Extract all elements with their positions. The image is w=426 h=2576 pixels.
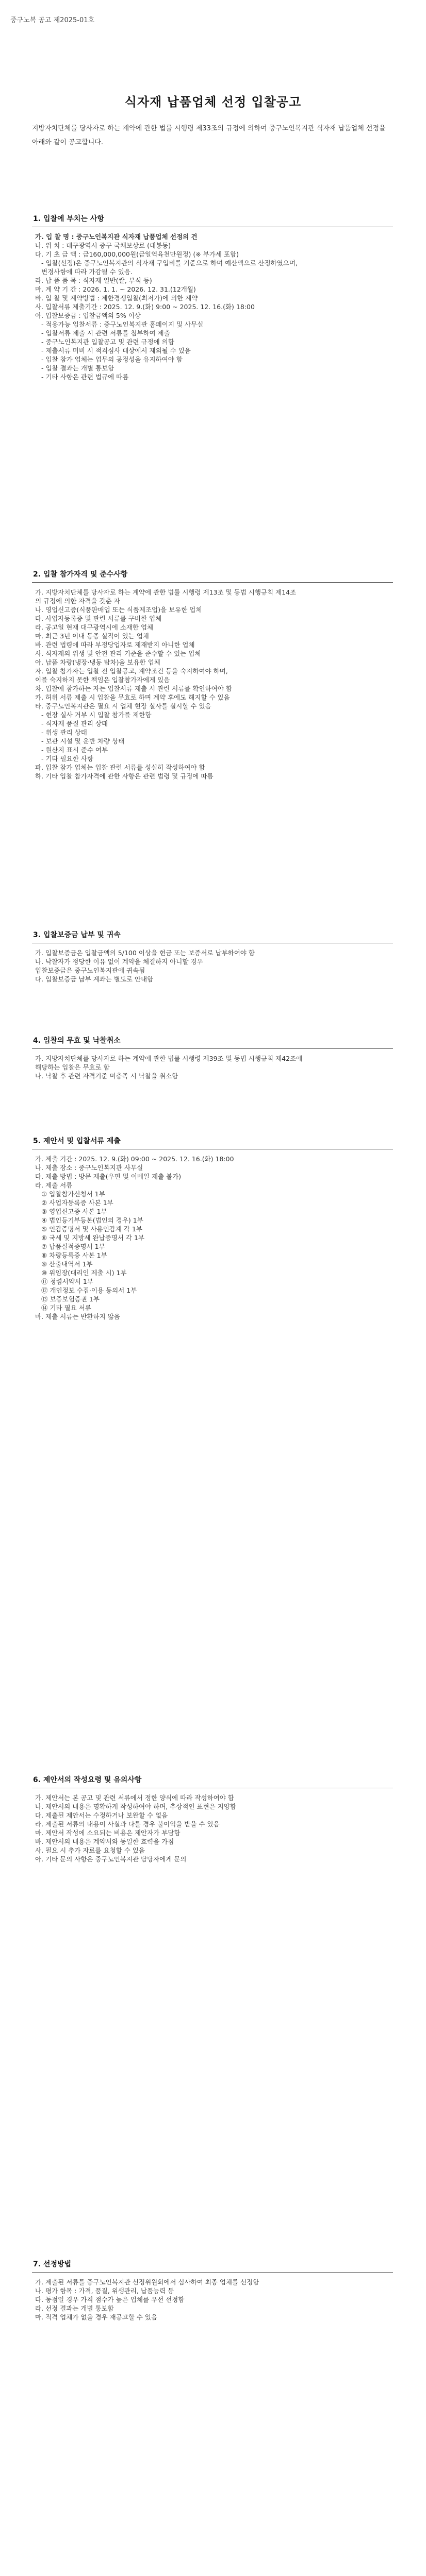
section-line: 나. 낙찰 후 관련 자격기준 미충족 시 낙찰을 취소함 — [35, 1072, 178, 1080]
section-line: - 중구노인복지관 입찰공고 및 관련 규정에 의함 — [41, 338, 174, 346]
section-line: - 보관 시설 및 운반 차량 상태 — [41, 737, 125, 745]
section-line: 파. 입찰 참가 업체는 입찰 관련 서류를 성실히 작성하여야 함 — [35, 764, 205, 771]
section-line: 마. 계 약 기 간 : 2026. 1. 1. ~ 2026. 12. 31.(12개월) — [35, 285, 196, 293]
section-line: 나. 위 치 : 대구광역시 중구 국채보상로 (대봉동) — [35, 242, 171, 249]
section-line: 라. 공고일 현재 대구광역시에 소재한 업체 — [35, 623, 154, 631]
section-4 — [32, 1033, 393, 1080]
section-line: 라. 선정 결과는 개별 통보함 — [35, 2304, 114, 2312]
section-line: 라. 납 품 품 목 : 식자재 일반(쌀, 부식 등) — [35, 277, 152, 284]
section-line: 나. 낙찰자가 정당한 이유 없이 계약을 체결하지 아니할 경우 — [35, 958, 203, 965]
section-line: 하. 기타 입찰 참가자격에 관한 사항은 관련 법령 및 규정에 따름 — [35, 772, 214, 780]
section-title: 4. 입찰의 무효 및 낙찰취소 — [33, 1037, 121, 1045]
section-line: 자. 입찰 참가자는 입찰 전 입찰공고, 계약조건 등을 숙지하여야 하며, — [35, 667, 228, 675]
section-line: 타. 중구노인복지관은 필요 시 업체 현장 실사를 실시할 수 있음 — [35, 702, 211, 710]
section-line: - 원산지 표시 준수 여부 — [41, 746, 108, 754]
section-line: 마. 적격 업체가 없을 경우 재공고할 수 있음 — [35, 2313, 158, 2321]
section-line: - 제출서류 미비 시 적격심사 대상에서 제외될 수 있음 — [41, 347, 191, 354]
section-line: - 입찰 참가 업체는 업무의 공정성을 유지하여야 함 — [41, 355, 183, 363]
section-line: ⑪ 청렴서약서 1부 — [41, 1278, 93, 1285]
section-line: 아. 입찰보증금 : 입찰금액의 5% 이상 — [35, 312, 141, 319]
section-line: - 기타 사항은 관련 법규에 따름 — [41, 373, 129, 381]
section-line: 가. 제출된 서류를 중구노인복지관 선정위원회에서 심사하여 최종 업체를 선정함 — [35, 2278, 259, 2286]
section-line: 다. 동점일 경우 가격 점수가 높은 업체를 우선 선정함 — [35, 2296, 185, 2303]
section-divider — [32, 2272, 393, 2273]
section-divider — [32, 1048, 393, 1049]
page-title: 식자재 납품업체 선정 입찰공고 — [124, 95, 302, 109]
section-line: - 입찰(선정)은 중구노인복지관의 식자재 구입비를 기준으로 하며 예산액으로 산정하였으며, — [41, 259, 298, 267]
section-line: ② 사업자등록증 사본 1부 — [41, 1199, 113, 1207]
section-line: 해당하는 입찰은 무효로 함 — [35, 1063, 110, 1071]
section-line: 가. 지방자치단체를 당사자로 하는 계약에 관한 법률 시행령 제39조 및 동법 시행규칙 제42조에 — [35, 1055, 303, 1062]
section-line: - 적용가능 입찰서류 : 중구노인복지관 홈페이지 및 사무실 — [41, 320, 204, 328]
section-line: 다. 제출된 제안서는 수정하거나 보완할 수 없음 — [35, 1811, 168, 1819]
section-line: 마. 제출 서류는 반환하지 않음 — [35, 1313, 120, 1320]
section-line: - 위생 관리 상태 — [41, 728, 87, 736]
section-3 — [32, 927, 393, 984]
section-5 — [32, 1133, 393, 1321]
section-line: ④ 법인등기부등본(법인의 경우) 1부 — [41, 1216, 143, 1224]
section-1 — [32, 211, 393, 381]
section-line: - 입찰 결과는 개별 통보함 — [41, 364, 114, 372]
section-line: 마. 최근 3년 이내 동종 실적이 있는 업체 — [35, 632, 149, 640]
section-title: 1. 입찰에 부치는 사항 — [33, 215, 104, 223]
section-line: ⑩ 위임장(대리인 제출 시) 1부 — [41, 1269, 127, 1277]
section-line: 아. 납품 차량(냉장·냉동 탑차)을 보유한 업체 — [35, 658, 160, 666]
section-line: 다. 입찰보증금 납부 계좌는 별도로 안내함 — [35, 975, 154, 983]
section-line: 바. 입 찰 및 계약방법 : 제한경쟁입찰(최저가)에 의한 계약 — [35, 294, 198, 302]
section-line: 나. 평가 항목 : 가격, 품질, 위생관리, 납품능력 등 — [35, 2287, 174, 2295]
section-title: 6. 제안서의 작성요령 및 유의사항 — [33, 1776, 142, 1784]
section-line: - 기타 필요한 사항 — [41, 755, 93, 762]
notice-number: 중구노복 공고 제2025-01호 — [10, 16, 95, 24]
section-line: 가. 제안서는 본 공고 및 관련 서류에서 정한 양식에 따라 작성하여야 함 — [35, 1794, 234, 1802]
section-line: 나. 제출 장소 : 중구노인복지관 사무실 — [35, 1164, 143, 1172]
section-line: ⑤ 인감증명서 및 사용인감계 각 1부 — [41, 1225, 143, 1233]
section-line: 의 규정에 의한 자격을 갖춘 자 — [35, 597, 120, 605]
section-line: 사. 식자재의 위생 및 안전 관리 기준을 준수할 수 있는 업체 — [35, 650, 201, 657]
section-line: - 입찰서류 제출 시 관련 서류를 첨부하여 제출 — [41, 329, 170, 337]
intro-paragraph: 지방자치단체를 당사자로 하는 계약에 관한 법률 시행령 제33조의 규정에 의하여 중구노인복지관 식자재 납품업체 선정을 아래와 같이 공고합니다. — [32, 125, 386, 146]
section-line: 마. 제안서 작성에 소요되는 비용은 제안자가 부담함 — [35, 1829, 181, 1837]
section-line: - 식자재 품질 관리 상태 — [41, 720, 108, 727]
section-title: 2. 입찰 참가자격 및 준수사항 — [33, 570, 128, 579]
section-line: 입찰보증금은 중구노인복지관에 귀속됨 — [35, 967, 145, 974]
section-line: 사. 입찰서류 제출기간 : 2025. 12. 9.(화) 9:00 ~ 2025. 12. 16.(화) 18:00 — [35, 303, 255, 311]
section-6 — [32, 1772, 393, 1863]
section-line: 가. 제출 기간 : 2025. 12. 9.(화) 09:00 ~ 2025. 12. 16.(화) 18:00 — [35, 1155, 234, 1163]
section-line: 다. 기 초 금 액 : 금160,000,000원(금일억육천만원정) (※ 부가세 포함) — [35, 250, 239, 258]
section-line: ⑬ 보증보험증권 1부 — [41, 1295, 100, 1303]
section-title: 5. 제안서 및 입찰서류 제출 — [33, 1137, 121, 1145]
section-line: 다. 제출 방법 : 방문 제출(우편 및 이메일 제출 불가) — [35, 1173, 182, 1180]
section-line: 차. 입찰에 참가하는 자는 입찰서류 제출 시 관련 서류를 확인하여야 함 — [35, 685, 232, 692]
section-line: 가. 입 찰 명 : 중구노인복지관 식자재 납품업체 선정의 건 — [35, 233, 198, 241]
section-line: ⑥ 국세 및 지방세 완납증명서 각 1부 — [41, 1234, 144, 1242]
section-line: ① 입찰참가신청서 1부 — [41, 1190, 105, 1198]
section-line: 아. 기타 문의 사항은 중구노인복지관 담당자에게 문의 — [35, 1855, 187, 1863]
section-line: 바. 제안서의 내용은 계약서와 동일한 효력을 가짐 — [35, 1838, 174, 1845]
section-line: 다. 사업자등록증 및 관련 서류를 구비한 업체 — [35, 615, 162, 622]
section-line: 사. 필요 시 추가 자료를 요청할 수 있음 — [35, 1846, 145, 1854]
section-line: 가. 입찰보증금은 입찰금액의 5/100 이상을 현금 또는 보증서로 납부하여야 함 — [35, 949, 255, 957]
section-line: ⑧ 차량등록증 사본 1부 — [41, 1251, 107, 1259]
section-line: 가. 지방자치단체를 당사자로 하는 계약에 관한 법률 시행령 제13조 및 동법 시행규칙 제14조 — [35, 588, 297, 596]
section-2 — [32, 567, 393, 781]
section-line: 라. 제출 서류 — [35, 1181, 73, 1189]
section-title: 3. 입찰보증금 납부 및 귀속 — [33, 931, 121, 939]
section-line: ⑦ 납품실적증명서 1부 — [41, 1243, 105, 1250]
section-line: ⑭ 기타 필요 서류 — [41, 1304, 91, 1312]
section-line: 바. 관련 법령에 따라 부정당업자로 제재받지 아니한 업체 — [35, 641, 195, 649]
section-line: 카. 허위 서류 제출 시 입찰을 무효로 하며 계약 후에도 해지할 수 있음 — [35, 693, 230, 701]
section-divider — [32, 582, 393, 583]
section-line: 나. 제안서의 내용은 명확하게 작성하여야 하며, 추상적인 표현은 지양함 — [35, 1803, 236, 1810]
section-line: 나. 영업신고증(식품판매업 또는 식품제조업)을 보유한 업체 — [35, 606, 202, 614]
section-line: 라. 제출된 서류의 내용이 사실과 다를 경우 불이익을 받을 수 있음 — [35, 1820, 220, 1828]
section-line: ③ 영업신고증 사본 1부 — [41, 1208, 107, 1215]
section-title: 7. 선정방법 — [33, 2260, 72, 2268]
section-line: 변경사항에 따라 가감될 수 있음. — [41, 268, 133, 276]
section-line: ⑫ 개인정보 수집·이용 동의서 1부 — [41, 1286, 137, 1294]
section-7 — [32, 2257, 393, 2321]
section-line: 이를 숙지하지 못한 책임은 입찰참가자에게 있음 — [35, 676, 170, 684]
section-line: - 현장 실사 거부 시 입찰 참가를 제한함 — [41, 711, 152, 719]
section-line: ⑨ 산출내역서 1부 — [41, 1260, 93, 1268]
